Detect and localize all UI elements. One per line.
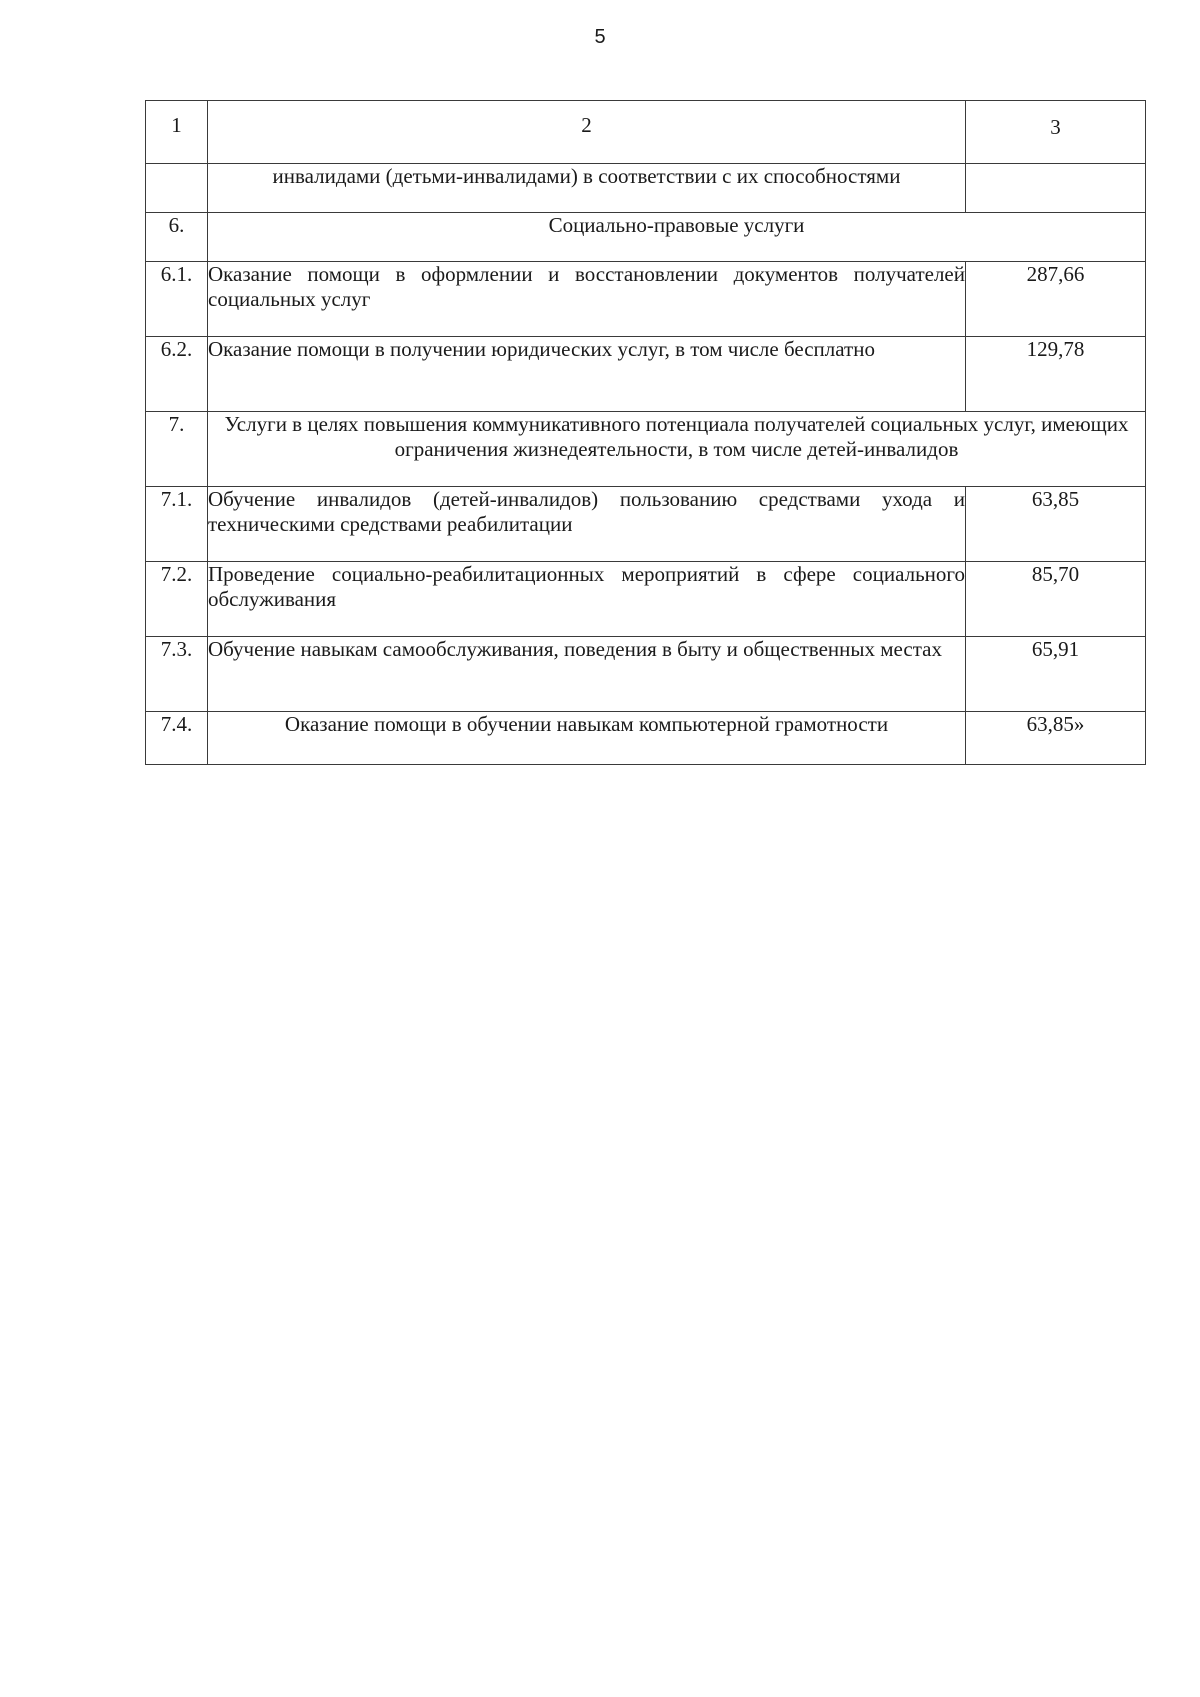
row-price: 63,85 xyxy=(966,487,1146,562)
table-row xyxy=(146,562,1146,637)
section-title: Социально-правовые услуги xyxy=(208,213,1146,262)
section-number: 7. xyxy=(146,412,208,487)
row-price xyxy=(966,164,1146,213)
row-description: инвалидами (детьми-инвалидами) в соответствии с их способностями xyxy=(208,164,966,213)
row-number: 7.4. xyxy=(146,712,208,765)
section-number: 6. xyxy=(146,213,208,262)
row-number: 7.1. xyxy=(146,487,208,562)
row-description: Обучение навыкам самообслуживания, поведения в быту и общественных местах xyxy=(208,637,966,712)
header-col-1: 1 xyxy=(146,101,208,164)
row-description: Оказание помощи в оформлении и восстановлении документов получателей социальных услуг xyxy=(208,262,966,337)
row-price: 63,85» xyxy=(966,712,1146,765)
row-description: Оказание помощи в получении юридических услуг, в том числе бесплатно xyxy=(208,337,966,412)
header-col-3: 3 xyxy=(966,101,1146,164)
section-row xyxy=(146,412,1146,487)
row-number: 6.1. xyxy=(146,262,208,337)
row-number: 7.3. xyxy=(146,637,208,712)
section-title: Услуги в целях повышения коммуникативного потенциала получателей социальных услуг, имеющих ограничения жизнедеятельности, в том числе детей-инвалидов xyxy=(208,412,1146,487)
table-row xyxy=(146,262,1146,337)
row-price: 129,78 xyxy=(966,337,1146,412)
row-description: Проведение социально-реабилитационных мероприятий в сфере социального обслуживания xyxy=(208,562,966,637)
table-row xyxy=(146,164,1146,213)
table-row xyxy=(146,712,1146,765)
row-price: 85,70 xyxy=(966,562,1146,637)
section-row xyxy=(146,213,1146,262)
row-description: Оказание помощи в обучении навыкам компьютерной грамотности xyxy=(208,712,966,765)
row-number xyxy=(146,164,208,213)
row-number: 6.2. xyxy=(146,337,208,412)
row-price: 287,66 xyxy=(966,262,1146,337)
row-price: 65,91 xyxy=(966,637,1146,712)
header-col-2: 2 xyxy=(208,101,966,164)
services-tariff-table xyxy=(145,100,1146,765)
table-row xyxy=(146,337,1146,412)
row-description: Обучение инвалидов (детей-инвалидов) пользованию средствами ухода и техническими средствами реабилитации xyxy=(208,487,966,562)
table-row xyxy=(146,637,1146,712)
row-number: 7.2. xyxy=(146,562,208,637)
table-header-row xyxy=(146,101,1146,164)
table-row xyxy=(146,487,1146,562)
page-number: 5 xyxy=(594,26,606,48)
